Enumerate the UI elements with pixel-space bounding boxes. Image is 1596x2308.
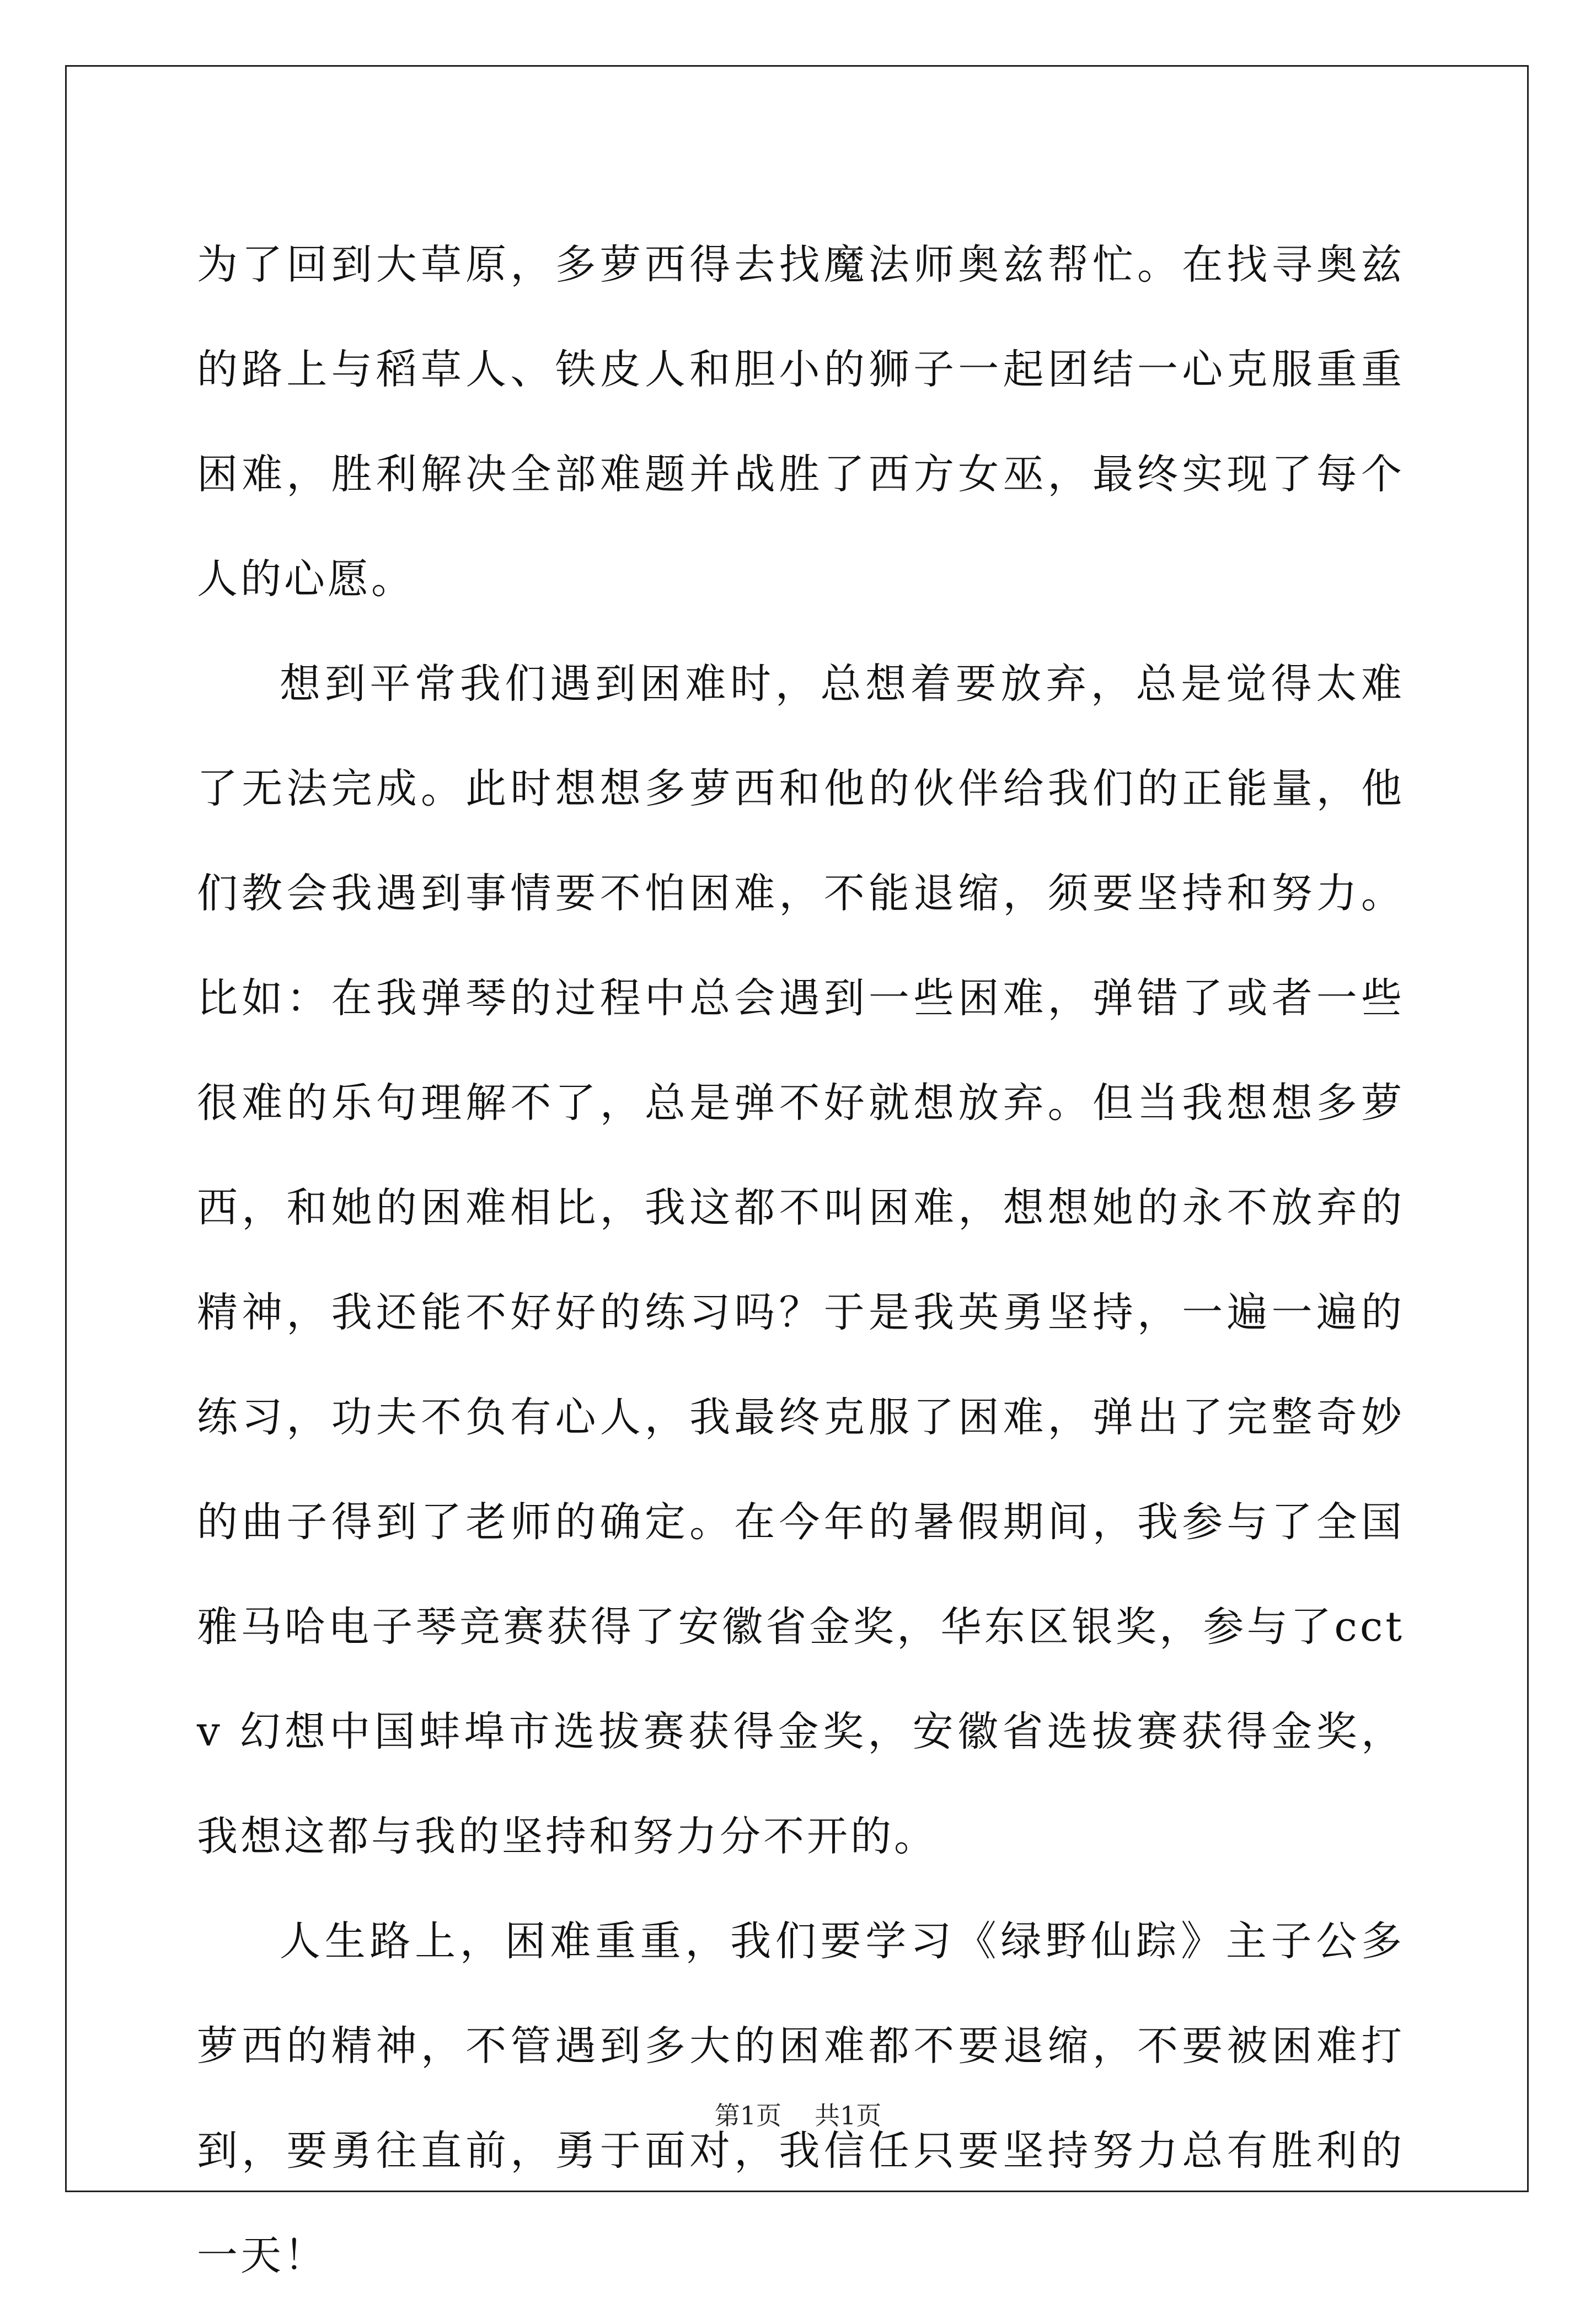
paragraph-2: 想到平常我们遇到困难时，总想着要放弃，总是觉得太难了无法完成。此时想想多萝西和他的伙伴给我们的正能量，他们教会我遇到事情要不怕困难，不能退缩，须要坚持和努力。比如：在我弹琴的过程中总会遇到一些困难，弹错了或者一些很难的乐句理解不了，总是弹不好就想放弃。但当我想想多萝西，和她的困难相比，我这都不叫困难，想想她的永不放弃的精神，我还能不好好的练习吗？于是我英勇坚持，一遍一遍的练习，功夫不负有心人，我最终克服了困难，弹出了完整奇妙的曲子得到了老师的确定。在今年的暑假期间，我参与了全国雅马哈电子琴竞赛获得了安徽省金奖，华东区银奖，参与了cctv 幻想中国蚌埠市选拔赛获得金奖，安徽省选拔赛获得金奖，我想这都与我的坚持和努力分不开的。 (197, 660, 1405, 1860)
paragraph-1: 为了回到大草原，多萝西得去找魔法师奥兹帮忙。在找寻奥兹的路上与稻草人、铁皮人和胆小的狮子一起团结一心克服重重困难，胜利解决全部难题并战胜了西方女巫，最终实现了每个人的心愿。 (197, 241, 1405, 603)
document-body (197, 212, 1405, 2308)
page-number-total: 共1页 (815, 2101, 882, 2130)
page-number-current: 第1页 (714, 2101, 781, 2130)
paragraph-3: 人生路上，困难重重，我们要学习《绿野仙踪》主子公多萝西的精神，不管遇到多大的困难都不要退缩，不要被困难打到，要勇往直前，勇于面对，我信任只要坚持努力总有胜利的一天！ (197, 1918, 1405, 2279)
page-footer (0, 2096, 1596, 2132)
